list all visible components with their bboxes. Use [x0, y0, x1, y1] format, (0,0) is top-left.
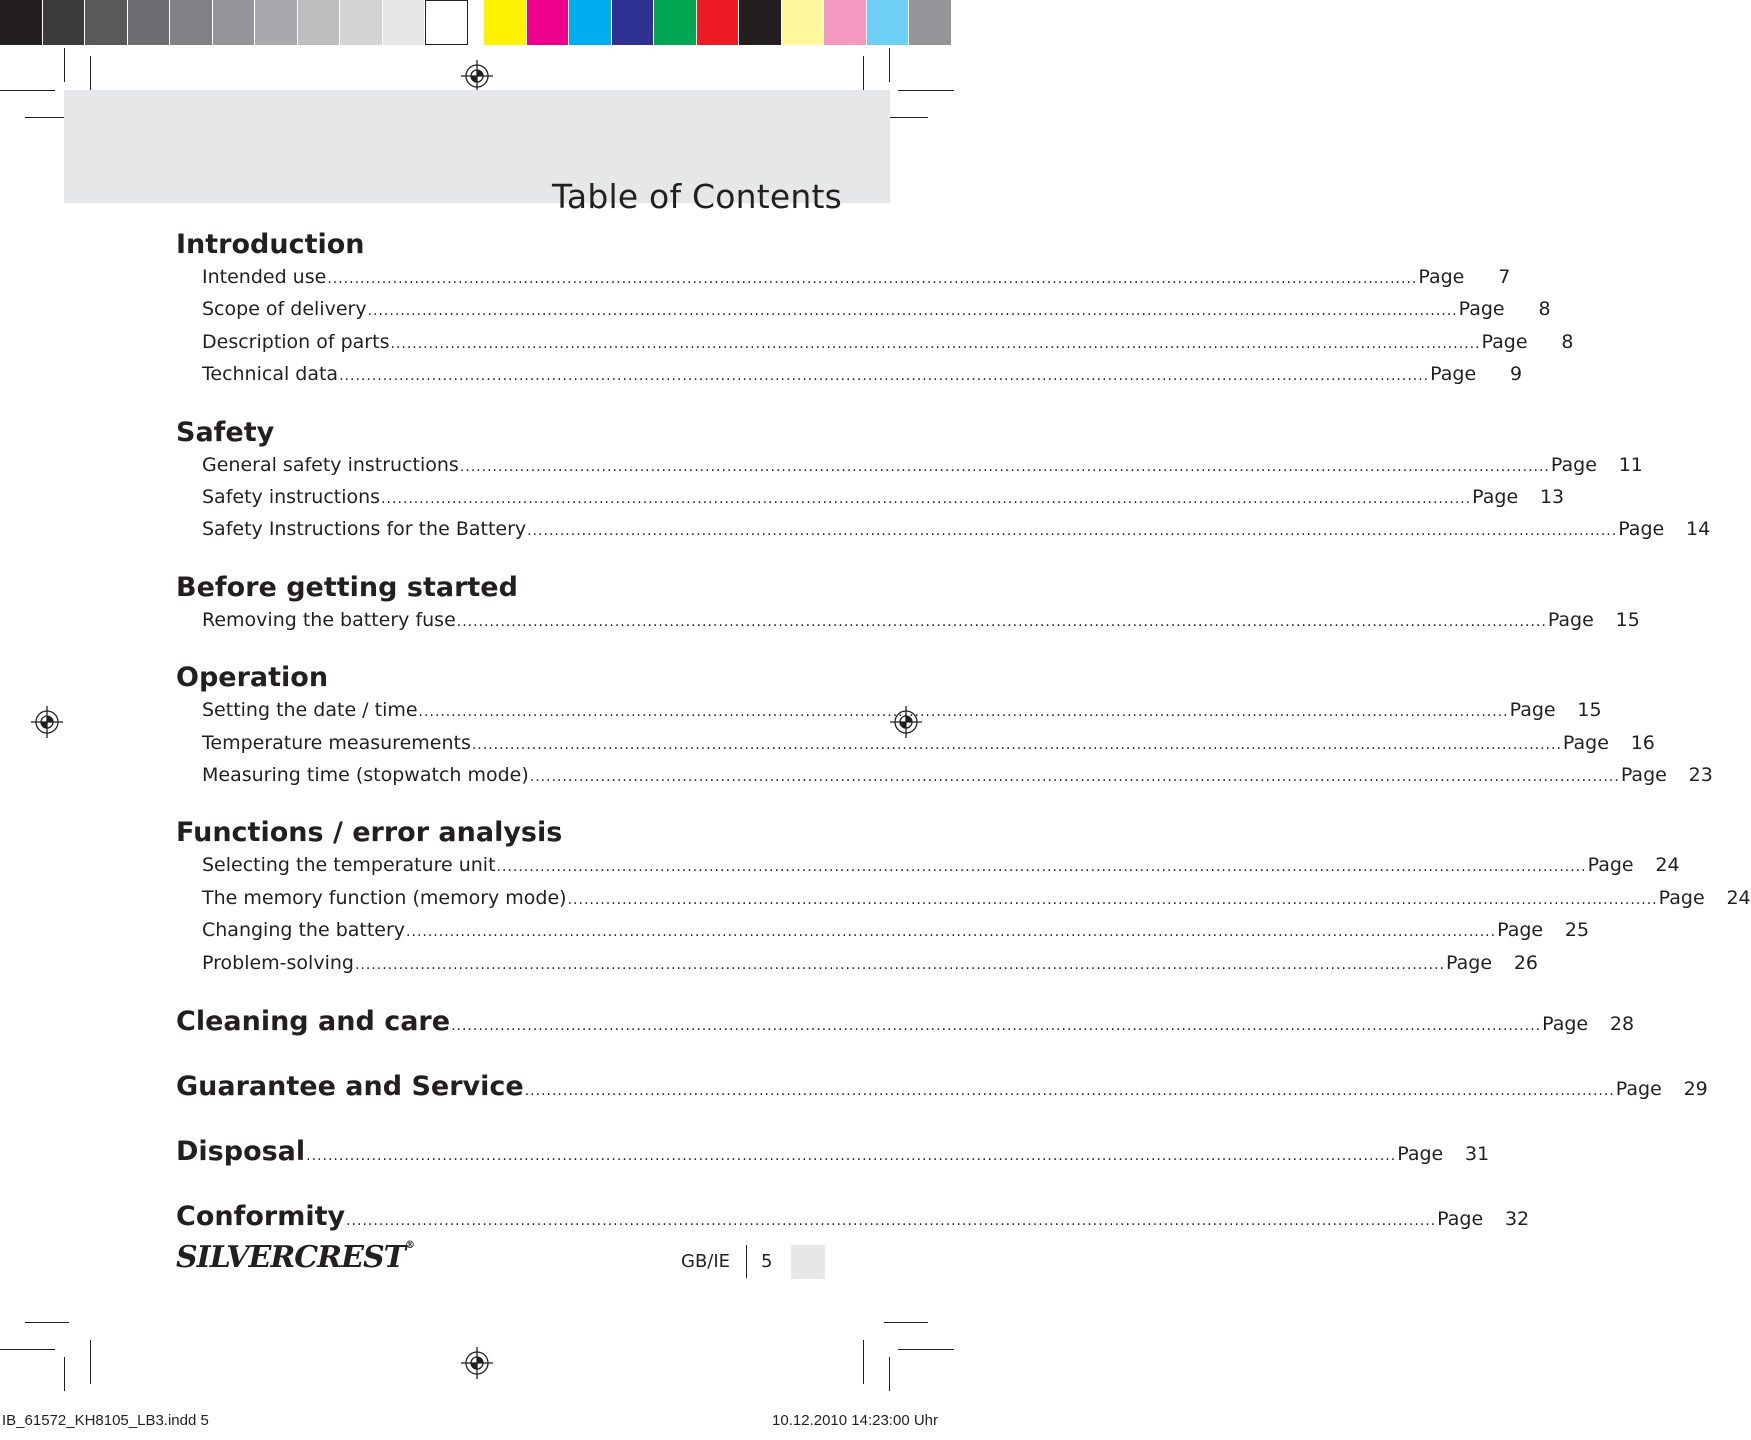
- entry-page-number: 15: [1577, 699, 1602, 722]
- dot-leader: ........................................................................................................................................................................................................: [524, 1083, 1615, 1100]
- section-heading: Safety: [176, 416, 275, 448]
- page-word: Page: [1615, 1078, 1662, 1101]
- footer-divider: [746, 1245, 747, 1278]
- page-word: Page: [1542, 1013, 1589, 1036]
- crop-mark: [898, 1349, 954, 1350]
- crop-mark: [889, 1357, 890, 1391]
- page-word: Page: [1550, 453, 1597, 476]
- toc-top-entry: [176, 1199, 1530, 1239]
- dot-leader: ........................................................................................................................................................................................................: [496, 859, 1587, 876]
- registration-mark-icon: [461, 1347, 493, 1379]
- crop-mark: [0, 90, 55, 91]
- top-entry-label: Conformity: [176, 1201, 346, 1233]
- color-swatch: [340, 0, 383, 45]
- page-word: Page: [1497, 919, 1544, 942]
- toc-entry: [202, 262, 1511, 294]
- top-entry-label: Guarantee and Service: [176, 1071, 524, 1103]
- entry-page-number: 7: [1498, 266, 1511, 288]
- crop-mark: [863, 1340, 864, 1384]
- color-swatch: [867, 0, 910, 45]
- dot-leader: ........................................................................................................................................................................................................: [529, 769, 1620, 786]
- crop-mark: [0, 1349, 55, 1350]
- toc-entry: [202, 327, 1574, 359]
- color-bar-right: [484, 0, 952, 45]
- dot-leader: ........................................................................................................................................................................................................: [354, 956, 1446, 973]
- entry-page-number: 16: [1630, 731, 1655, 754]
- color-swatch: [213, 0, 256, 45]
- crop-mark: [25, 117, 69, 118]
- brand-logo: [176, 1240, 414, 1275]
- page-word: Page: [1547, 608, 1594, 631]
- crop-mark: [889, 48, 890, 82]
- toc-top-entry: [176, 1134, 1490, 1174]
- crop-mark: [64, 48, 65, 82]
- page-title: Table of Contents: [552, 177, 842, 217]
- color-swatch: [255, 0, 298, 45]
- color-swatch: [0, 0, 43, 45]
- entry-label: Safety Instructions for the Battery: [202, 518, 527, 541]
- toc-section: [176, 816, 1751, 980]
- top-entry-page-number: 31: [1465, 1143, 1490, 1166]
- dot-leader: ........................................................................................................................................................................................................: [406, 924, 1497, 941]
- brand-registered-mark: ®: [404, 1240, 414, 1251]
- table-of-contents: [176, 228, 1751, 1264]
- color-swatch: [824, 0, 867, 45]
- page-word: Page: [1437, 1208, 1484, 1231]
- toc-entry: [202, 695, 1602, 727]
- dot-leader: ........................................................................................................................................................................................................: [390, 335, 1481, 352]
- entry-page-number: 26: [1513, 951, 1539, 974]
- entry-label: Setting the date / time: [202, 699, 418, 722]
- top-entry-label: Disposal: [176, 1136, 306, 1168]
- page-word: Page: [1430, 363, 1477, 386]
- top-entry-page-number: 29: [1683, 1078, 1708, 1101]
- dot-leader: ........................................................................................................................................................................................................: [471, 736, 1562, 753]
- toc-top-entry: [176, 1004, 1635, 1044]
- registration-mark-icon: [461, 60, 493, 92]
- toc-entry: [202, 294, 1551, 326]
- brand-name: SILVERCREST: [176, 1240, 405, 1275]
- toc-entry: [202, 760, 1713, 792]
- toc-entry: [202, 514, 1711, 546]
- color-swatch: [425, 0, 468, 45]
- section-heading: Introduction: [176, 229, 365, 260]
- entry-label: Removing the battery fuse: [202, 608, 456, 631]
- entry-page-number: 15: [1615, 608, 1640, 631]
- footer-region: GB/IE: [681, 1251, 731, 1272]
- crop-mark: [64, 1357, 65, 1391]
- entry-page-number: 13: [1539, 486, 1565, 509]
- toc-entry: [202, 850, 1680, 882]
- crop-mark: [884, 117, 928, 118]
- section-heading: Functions / error analysis: [176, 817, 563, 849]
- toc-entry: [202, 359, 1523, 391]
- crop-mark: [898, 90, 954, 91]
- toc-entry: [202, 605, 1640, 637]
- color-swatch: [484, 0, 527, 45]
- dot-leader: ........................................................................................................................................................................................................: [346, 1213, 1437, 1230]
- color-swatch: [383, 0, 426, 45]
- entry-page-number: 23: [1688, 764, 1713, 787]
- color-swatch: [782, 0, 825, 45]
- entry-label: Safety instructions: [202, 486, 381, 509]
- toc-entry: [202, 948, 1539, 980]
- toc-section: [176, 416, 1711, 547]
- dot-leader: ........................................................................................................................................................................................................: [418, 704, 1509, 721]
- footer-tab-box: [791, 1245, 825, 1279]
- page-word: Page: [1562, 731, 1609, 754]
- entry-label: Changing the battery: [202, 919, 406, 942]
- toc-entry: [202, 883, 1751, 915]
- dot-leader: ........................................................................................................................................................................................................: [367, 303, 1458, 320]
- dot-leader: ........................................................................................................................................................................................................: [459, 458, 1550, 475]
- crop-mark: [90, 1340, 91, 1384]
- color-swatch: [612, 0, 655, 45]
- page-word: Page: [1618, 518, 1665, 541]
- entry-page-number: 14: [1686, 518, 1711, 541]
- page-word: Page: [1658, 886, 1705, 909]
- entry-page-number: 8: [1561, 330, 1574, 353]
- dot-leader: ........................................................................................................................................................................................................: [339, 368, 1430, 385]
- top-entry-label: Cleaning and care: [176, 1006, 451, 1038]
- color-swatch: [527, 0, 570, 45]
- toc-entry: [202, 482, 1565, 514]
- page-word: Page: [1509, 699, 1556, 722]
- toc-entry: [202, 915, 1590, 947]
- entry-page-number: 24: [1655, 854, 1680, 877]
- color-swatch: [909, 0, 952, 45]
- entry-page-number: 9: [1510, 363, 1523, 386]
- dot-leader: ........................................................................................................................................................................................................: [306, 1148, 1397, 1165]
- dot-leader: ........................................................................................................................................................................................................: [527, 523, 1618, 540]
- entry-label: Description of parts: [202, 330, 390, 353]
- section-heading: Operation: [176, 662, 329, 694]
- top-entry-page-number: 28: [1609, 1013, 1635, 1036]
- dot-leader: ........................................................................................................................................................................................................: [456, 613, 1547, 630]
- color-swatch: [128, 0, 171, 45]
- dot-leader: ........................................................................................................................................................................................................: [451, 1018, 1542, 1035]
- color-swatch: [569, 0, 612, 45]
- color-swatch: [85, 0, 128, 45]
- entry-label: General safety instructions: [202, 453, 459, 476]
- color-swatch: [739, 0, 782, 45]
- color-bar-left: [0, 0, 468, 45]
- entry-page-number: 24: [1726, 886, 1751, 909]
- toc-section: [176, 228, 1574, 392]
- entry-label: Temperature measurements: [202, 731, 471, 754]
- entry-label: Technical data: [202, 363, 339, 386]
- page-word: Page: [1587, 854, 1634, 877]
- entry-page-number: 25: [1564, 919, 1590, 942]
- entry-label: Selecting the temperature unit: [202, 854, 496, 877]
- color-swatch: [43, 0, 86, 45]
- color-swatch: [298, 0, 341, 45]
- entry-label: Scope of delivery: [202, 298, 367, 321]
- slug-datetime: 10.12.2010 14:23:00 Uhr: [772, 1412, 938, 1429]
- entry-label: Problem-solving: [202, 951, 354, 974]
- color-swatch: [170, 0, 213, 45]
- page-word: Page: [1458, 298, 1505, 321]
- top-entry-page-number: 32: [1504, 1208, 1530, 1231]
- crop-mark: [25, 1322, 69, 1323]
- color-swatch: [654, 0, 697, 45]
- page-word: Page: [1472, 486, 1519, 509]
- toc-entry: [202, 728, 1655, 760]
- entry-label: The memory function (memory mode): [202, 886, 567, 909]
- toc-top-entry: [176, 1069, 1708, 1109]
- section-heading: Before getting started: [176, 571, 518, 603]
- entry-label: Intended use: [202, 266, 327, 288]
- slug-file: IB_61572_KH8105_LB3.indd 5: [2, 1412, 209, 1429]
- page-word: Page: [1481, 330, 1528, 353]
- toc-section: [176, 571, 1640, 637]
- dot-leader: ........................................................................................................................................................................................................: [567, 891, 1658, 908]
- registration-mark-icon: [31, 706, 63, 738]
- dot-leader: ........................................................................................................................................................................................................: [327, 271, 1418, 287]
- entry-page-number: 8: [1538, 298, 1551, 321]
- crop-mark: [884, 1322, 928, 1323]
- toc-entry: [202, 450, 1643, 482]
- entry-page-number: 11: [1618, 453, 1643, 476]
- page-word: Page: [1620, 764, 1667, 787]
- footer-page-number: 5: [761, 1251, 773, 1272]
- color-swatch: [697, 0, 740, 45]
- page-word: Page: [1397, 1143, 1444, 1166]
- page-word: Page: [1418, 266, 1465, 288]
- toc-section: [176, 661, 1713, 792]
- page-word: Page: [1446, 951, 1493, 974]
- dot-leader: ........................................................................................................................................................................................................: [381, 491, 1472, 508]
- entry-label: Measuring time (stopwatch mode): [202, 764, 529, 787]
